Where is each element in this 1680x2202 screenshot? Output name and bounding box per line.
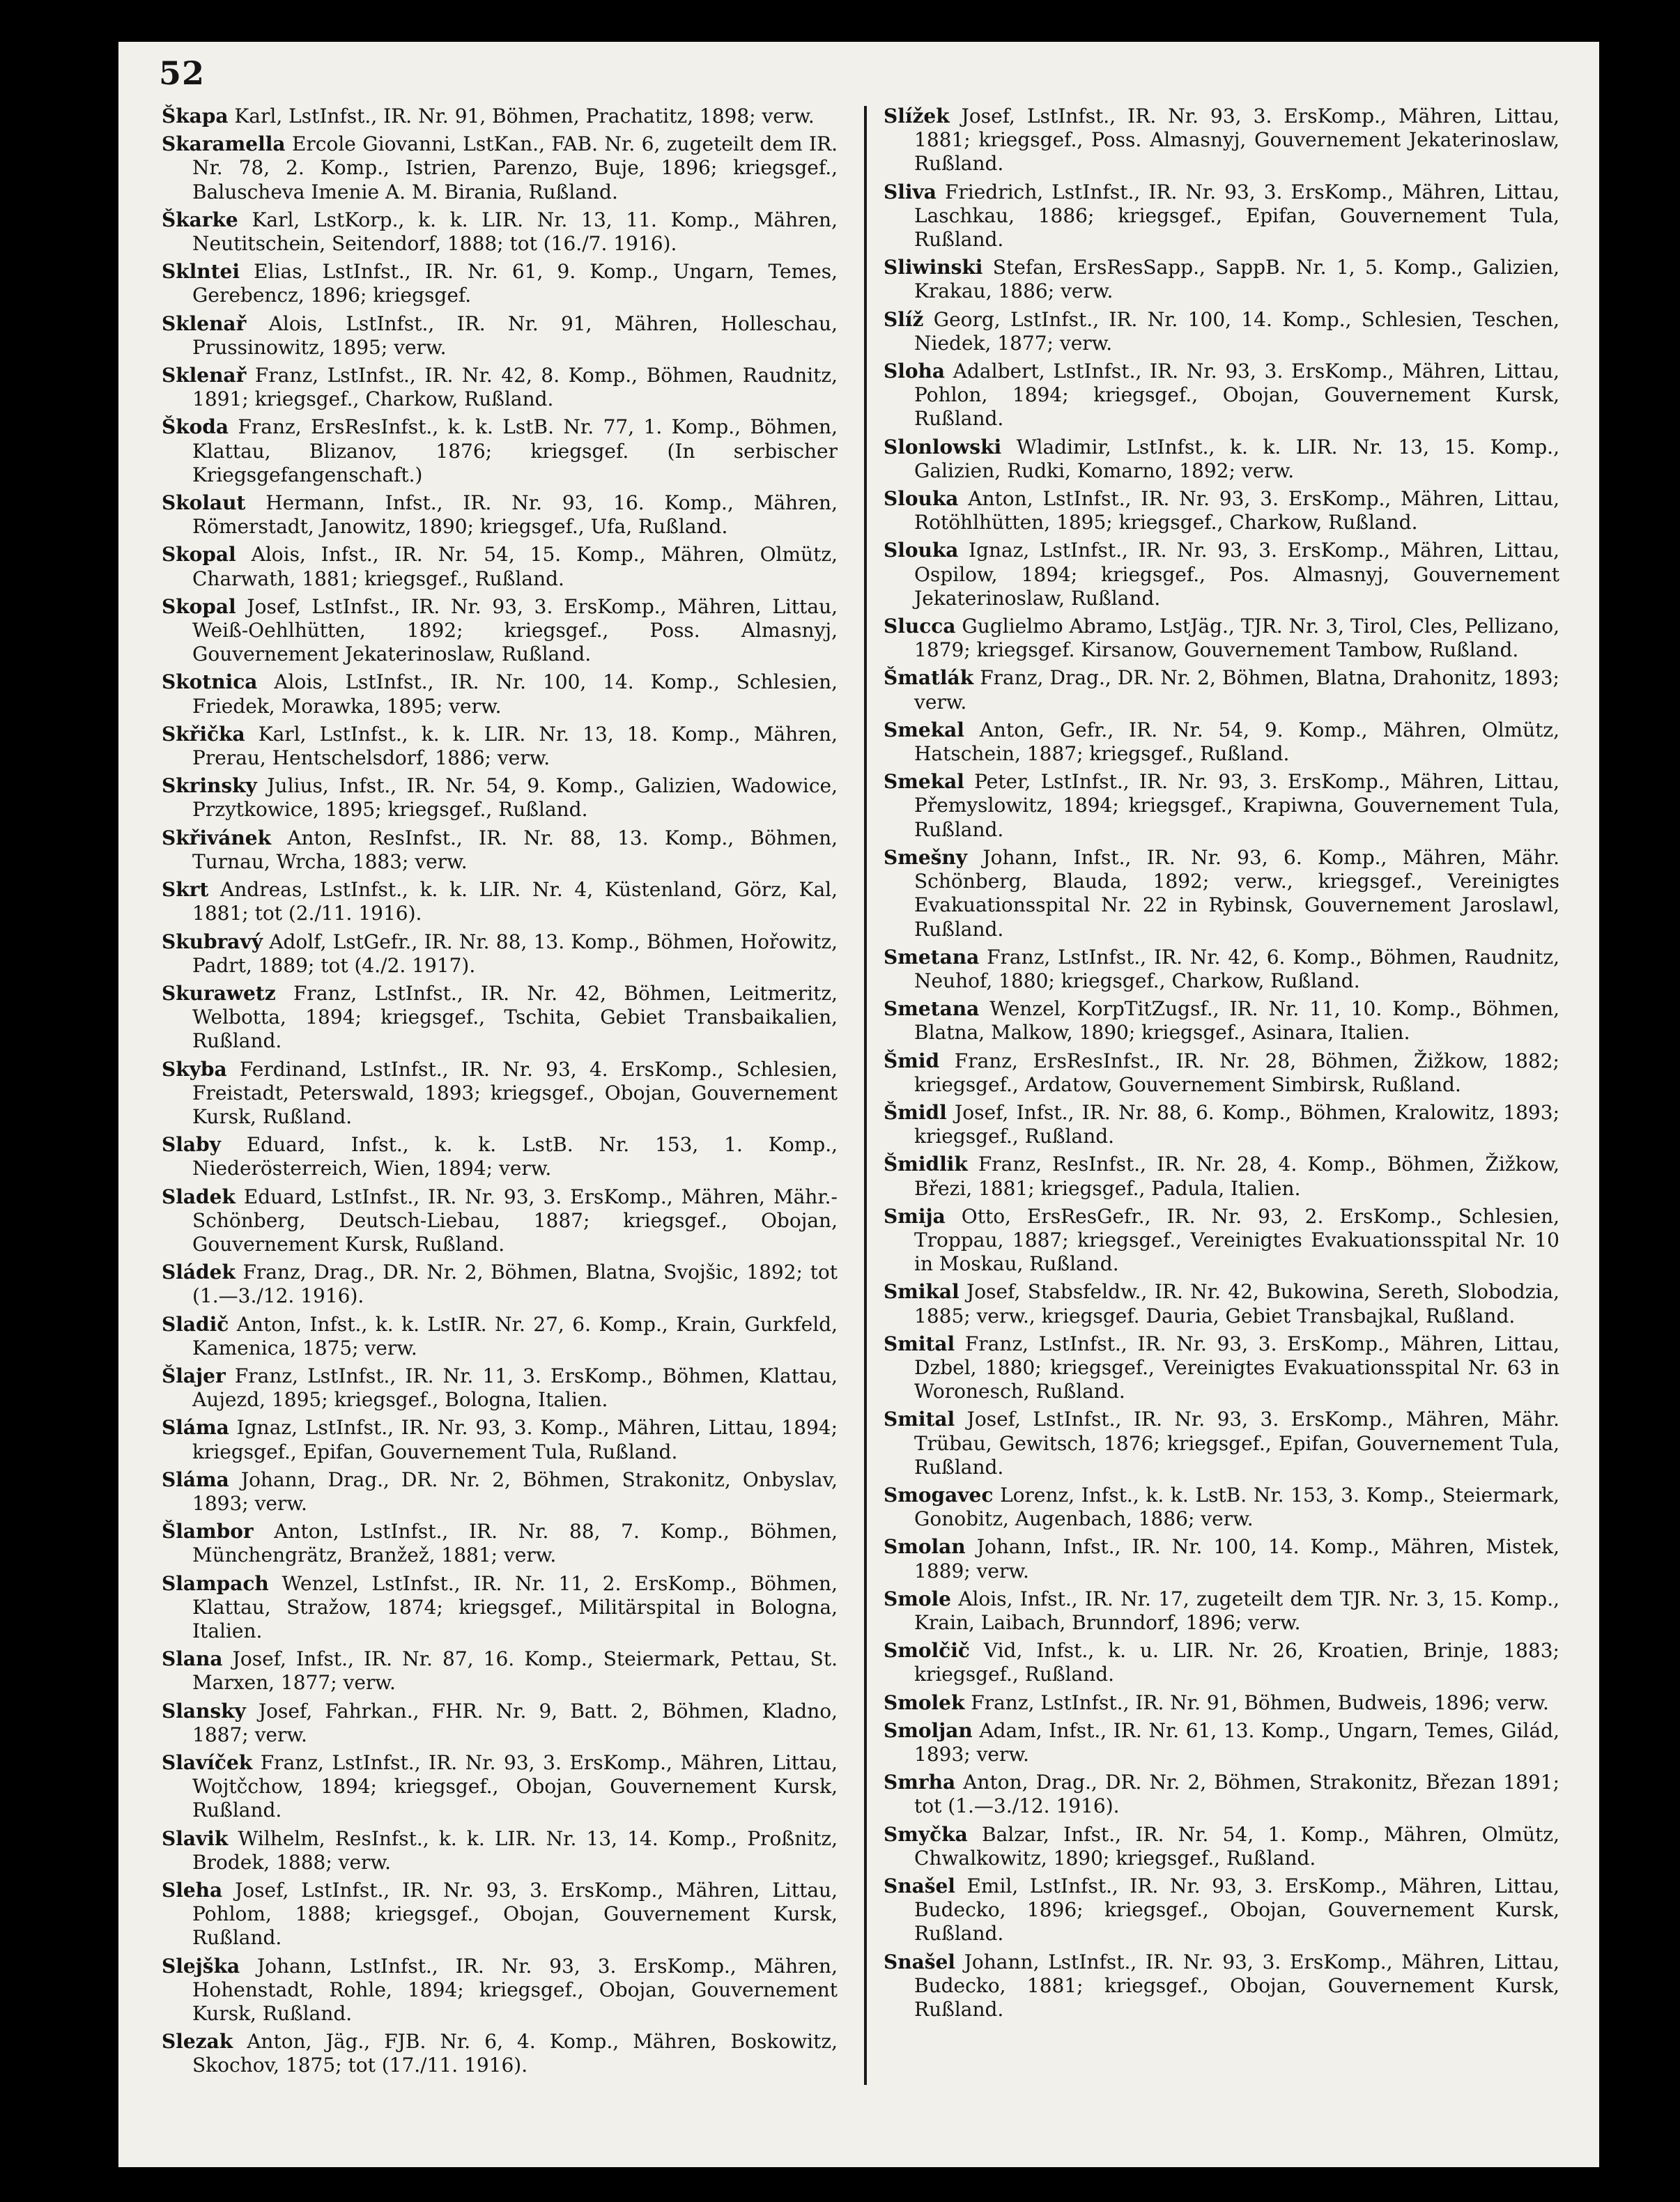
- entry-details: Anton, Drag., DR. Nr. 2, Böhmen, Strakonitz, Březan 1891; tot (1.—3./12. 1916).: [914, 1771, 1560, 1818]
- register-entry: [162, 1133, 838, 1180]
- entry-details: Balzar, Infst., IR. Nr. 54, 1. Komp., Mähren, Olmütz, Chwalkowitz, 1890; kriegsgef., Rußland.: [914, 1822, 1559, 1870]
- entry-details: Franz, ErsResInfst., k. k. LstB. Nr. 77, 1. Komp., Böhmen, Klattau, Blizanov, 1876; kriegsgef. (In serbischer Kriegsgefangenschaft.): [192, 415, 838, 486]
- entry-surname: Smole: [884, 1587, 951, 1610]
- entry-details: Ferdinand, LstInfst., IR. Nr. 93, 4. ErsKomp., Schlesien, Freistadt, Peterswald, 1893; kriegsgef., Obojan, Gouvernement Kursk, Rußland.: [192, 1057, 838, 1128]
- entry-surname: Skurawetz: [162, 981, 276, 1005]
- register-entry: [884, 1049, 1559, 1097]
- right-column: [884, 105, 1559, 2026]
- register-entry: [884, 1408, 1559, 1479]
- entry-surname: Smogavec: [884, 1483, 994, 1507]
- entry-details: Franz, Drag., DR. Nr. 2, Böhmen, Blatna, Svojšic, 1892; tot (1.—3./12. 1916).: [192, 1261, 838, 1308]
- entry-details: Franz, LstInfst., IR. Nr. 93, 3. ErsKomp., Mähren, Littau, Wojtčchow, 1894; kriegsgef., Obojan, Gouvernement Kursk, Rußland.: [192, 1751, 838, 1822]
- entry-surname: Skrinsky: [162, 774, 257, 798]
- entry-surname: Smolek: [884, 1691, 965, 1714]
- entry-details: Friedrich, LstInfst., IR. Nr. 93, 3. ErsKomp., Mähren, Littau, Laschkau, 1886; kriegsgef., Epifan, Gouvernement Tula, Rußland.: [914, 180, 1560, 252]
- register-entry: [884, 1332, 1559, 1404]
- entry-details: Franz, LstInfst., IR. Nr. 42, 6. Komp., Böhmen, Raudnitz, Neuhof, 1880; kriegsgef., Charkow, Rußland.: [914, 945, 1559, 992]
- entry-details: Wilhelm, ResInfst., k. k. LIR. Nr. 13, 14. Komp., Proßnitz, Brodek, 1888; verw.: [192, 1826, 838, 1874]
- register-entry: [884, 1823, 1559, 1870]
- entry-surname: Škarke: [162, 208, 238, 231]
- register-entry: [162, 1827, 838, 1874]
- register-entry: [162, 1313, 838, 1360]
- register-entry: [884, 997, 1559, 1045]
- entry-surname: Smolan: [884, 1535, 966, 1559]
- entry-surname: Škapa: [162, 105, 229, 128]
- entry-surname: Škoda: [162, 415, 229, 439]
- entry-details: Franz, LstInfst., IR. Nr. 42, Böhmen, Leitmeritz, Welbotta, 1894; kriegsgef., Tschita, Gebiet Transbaikalien, Rußland.: [192, 981, 838, 1053]
- entry-details: Josef, LstInfst., IR. Nr. 93, 3. ErsKomp., Mähren, Littau, Pohlom, 1888; kriegsgef., Obojan, Gouvernement Kursk, Rußland.: [192, 1879, 838, 1950]
- entry-surname: Slejška: [162, 1954, 240, 1978]
- entry-surname: Snašel: [884, 1950, 955, 1973]
- entry-details: Franz, LstInfst., IR. Nr. 42, 8. Komp., Böhmen, Raudnitz, 1891; kriegsgef., Charkow, Rußland.: [192, 364, 838, 411]
- entry-surname: Skopal: [162, 543, 236, 567]
- entry-surname: Smital: [884, 1332, 955, 1355]
- register-entry: [162, 1955, 838, 2026]
- entry-details: Josef, Fahrkan., FHR. Nr. 9, Batt. 2, Böhmen, Kladno, 1887; verw.: [192, 1699, 838, 1746]
- register-entry: [162, 930, 838, 978]
- register-entry: [884, 770, 1559, 842]
- entry-details: Guglielmo Abramo, LstJäg., TJR. Nr. 3, Tirol, Cles, Pellizano, 1879; kriegsgef. Kirsanow, Gouvernement Tambow, Rußland.: [914, 615, 1559, 662]
- entry-details: Otto, ErsResGefr., IR. Nr. 93, 2. ErsKomp., Schlesien, Troppau, 1887; kriegsgef., Vereinigtes Evakuationsspital Nr. 10 in Moskau, Rußland.: [914, 1204, 1559, 1276]
- entry-details: Franz, LstInfst., IR. Nr. 11, 3. ErsKomp., Böhmen, Klattau, Aujezd, 1895; kriegsgef., Bologna, Italien.: [192, 1364, 838, 1412]
- register-entry: [884, 1719, 1559, 1766]
- column-divider: [864, 106, 867, 2085]
- register-entry: [884, 1205, 1559, 1277]
- entry-surname: Slíž: [884, 307, 924, 331]
- entry-details: Ignaz, LstInfst., IR. Nr. 93, 3. Komp., Mähren, Littau, 1894; kriegsgef., Epifan, Gouvernement Tula, Rußland.: [192, 1416, 838, 1463]
- entry-surname: Sklntei: [162, 260, 240, 284]
- entry-details: Eduard, LstInfst., IR. Nr. 93, 3. ErsKomp., Mähren, Mähr.-Schönberg, Deutsch-Liebau, 1887; kriegsgef., Obojan, Gouvernement Kursk, Rußland.: [192, 1185, 838, 1256]
- entry-surname: Sliva: [884, 180, 937, 203]
- register-entry: [884, 718, 1559, 766]
- entry-details: Alois, Infst., IR. Nr. 54, 15. Komp., Mähren, Olmütz, Charwath, 1881; kriegsgef., Rußland.: [192, 543, 838, 590]
- entry-surname: Slouka: [884, 487, 959, 511]
- entry-surname: Šmidlik: [884, 1153, 968, 1176]
- register-entry: [162, 1185, 838, 1257]
- register-entry: [162, 670, 838, 718]
- entry-surname: Smetana: [884, 997, 980, 1021]
- entry-details: Julius, Infst., IR. Nr. 54, 9. Komp., Galizien, Wadowice, Przytkowice, 1895; kriegsgef., Rußland.: [192, 774, 838, 822]
- entry-details: Karl, LstInfst., k. k. LIR. Nr. 13, 18. Komp., Mähren, Prerau, Hentschelsdorf, 1886; verw.: [192, 722, 838, 770]
- entry-surname: Slavíček: [162, 1751, 253, 1774]
- entry-details: Johann, Infst., IR. Nr. 100, 14. Komp., Mähren, Mistek, 1889; verw.: [914, 1535, 1560, 1583]
- entry-surname: Šmid: [884, 1049, 940, 1072]
- entry-details: Anton, LstInfst., IR. Nr. 93, 3. ErsKomp., Mähren, Littau, Rotöhlhütten, 1895; kriegsgef., Charkow, Rußland.: [914, 487, 1559, 534]
- entry-details: Wenzel, LstInfst., IR. Nr. 11, 2. ErsKomp., Böhmen, Klattau, Stražow, 1874; kriegsgef., Militärspital in Bologna, Italien.: [192, 1571, 838, 1642]
- entry-details: Josef, LstInfst., IR. Nr. 93, 3. ErsKomp., Mähren, Mähr. Trübau, Gewitsch, 1876; kriegsgef., Epifan, Gouvernement Tula, Rußland.: [914, 1408, 1559, 1479]
- entry-surname: Skyba: [162, 1057, 227, 1081]
- register-entry: [162, 1520, 838, 1567]
- register-entry: [884, 180, 1559, 252]
- entry-surname: Sládek: [162, 1261, 236, 1284]
- entry-surname: Skřivánek: [162, 826, 271, 849]
- register-entry: [884, 615, 1559, 662]
- entry-surname: Šmatlák: [884, 666, 974, 690]
- entry-surname: Smrha: [884, 1771, 956, 1794]
- entry-details: Karl, LstInfst., IR. Nr. 91, Böhmen, Prachatitz, 1898; verw.: [234, 105, 815, 128]
- entry-surname: Slezak: [162, 2030, 233, 2054]
- entry-details: Adalbert, LstInfst., IR. Nr. 93, 3. ErsKomp., Mähren, Littau, Pohlon, 1894; kriegsgef., Obojan, Gouvernement Kursk, Rußland.: [914, 360, 1559, 431]
- register-entry: [162, 132, 838, 204]
- entry-surname: Slaby: [162, 1133, 221, 1157]
- entry-details: Josef, LstInfst., IR. Nr. 93, 3. ErsKomp., Mähren, Littau, Weiß-Oehlhütten, 1892; kriegsgef., Poss. Almasnyj, Gouvernement Jekaterinoslaw, Rußland.: [192, 594, 838, 666]
- entry-surname: Smikal: [884, 1280, 960, 1304]
- register-entry: [884, 946, 1559, 993]
- register-entry: [884, 1771, 1559, 1818]
- register-entry: [162, 774, 838, 822]
- register-entry: [162, 878, 838, 925]
- register-entry: [884, 1535, 1559, 1583]
- entry-surname: Sliwinski: [884, 256, 983, 279]
- document-sheet: [118, 42, 1599, 2167]
- entry-surname: Slonlowski: [884, 435, 1002, 459]
- register-entry: [162, 723, 838, 770]
- entry-details: Alois, LstInfst., IR. Nr. 100, 14. Komp., Schlesien, Friedek, Morawka, 1895; verw.: [192, 670, 838, 718]
- entry-surname: Slouka: [884, 539, 959, 562]
- entry-details: Anton, Infst., k. k. LstIR. Nr. 27, 6. Komp., Krain, Gurkfeld, Kamenica, 1875; verw.: [192, 1312, 838, 1360]
- entry-surname: Slansky: [162, 1699, 246, 1723]
- entry-details: Anton, LstInfst., IR. Nr. 88, 7. Komp., Böhmen, Münchengrätz, Branžež, 1881; verw.: [192, 1520, 838, 1567]
- entry-surname: Sladič: [162, 1312, 229, 1336]
- entry-details: Georg, LstInfst., IR. Nr. 100, 14. Komp., Schlesien, Teschen, Niedek, 1877; verw.: [914, 307, 1559, 355]
- entry-surname: Skrt: [162, 878, 209, 902]
- entry-surname: Sladek: [162, 1185, 236, 1208]
- entry-details: Josef, Infst., IR. Nr. 88, 6. Komp., Böhmen, Kralowitz, 1893; kriegsgef., Rußland.: [914, 1100, 1559, 1148]
- entry-details: Josef, Infst., IR. Nr. 87, 16. Komp., Steiermark, Pettau, St. Marxen, 1877; verw.: [192, 1647, 838, 1695]
- entry-details: Eduard, Infst., k. k. LstB. Nr. 153, 1. Komp., Niederösterreich, Wien, 1894; verw.: [192, 1133, 838, 1180]
- register-entry: [162, 364, 838, 411]
- entry-details: Johann, LstInfst., IR. Nr. 93, 3. ErsKomp., Mähren, Littau, Budecko, 1881; kriegsgef., Obojan, Gouvernement Kursk, Rußland.: [914, 1950, 1559, 2022]
- register-entry: [884, 539, 1559, 610]
- entry-surname: Smija: [884, 1204, 946, 1228]
- entry-surname: Skubravý: [162, 930, 263, 953]
- left-column: [162, 105, 838, 2082]
- entry-surname: Slavik: [162, 1826, 229, 1850]
- register-entry: [162, 1058, 838, 1130]
- entry-surname: Sklenař: [162, 311, 247, 335]
- register-entry: [884, 1691, 1559, 1715]
- register-entry: [884, 1153, 1559, 1200]
- entry-surname: Smital: [884, 1408, 955, 1431]
- register-entry: [884, 666, 1559, 714]
- register-entry: [884, 256, 1559, 303]
- register-entry: [162, 491, 838, 539]
- entry-details: Hermann, Infst., IR. Nr. 93, 16. Komp., Mähren, Römerstadt, Janowitz, 1890; kriegsgef., Ufa, Rußland.: [192, 491, 838, 539]
- entry-surname: Šlambor: [162, 1520, 254, 1543]
- entry-surname: Skotnica: [162, 670, 258, 694]
- entry-details: Alois, LstInfst., IR. Nr. 91, Mähren, Holleschau, Prussinowitz, 1895; verw.: [192, 311, 838, 359]
- entry-surname: Šlajer: [162, 1364, 226, 1387]
- entry-details: Wenzel, KorpTitZugsf., IR. Nr. 11, 10. Komp., Böhmen, Blatna, Malkow, 1890; kriegsgef., Asinara, Italien.: [914, 997, 1560, 1045]
- register-entry: [884, 360, 1559, 431]
- register-entry: [162, 1468, 838, 1516]
- entry-details: Johann, Infst., IR. Nr. 93, 6. Komp., Mähren, Mähr. Schönberg, Blauda, 1892; verw., kriegsgef., Vereinigtes Evakuationsspital Nr. 22 in Rybinsk, Gouvernement Jaroslawl, Rußland.: [914, 845, 1559, 941]
- entry-surname: Slampach: [162, 1571, 269, 1595]
- entry-details: Vid, Infst., k. u. LIR. Nr. 26, Kroatien, Brinje, 1883; kriegsgef., Rußland.: [914, 1639, 1559, 1686]
- register-entry: [162, 312, 838, 360]
- entry-details: Anton, ResInfst., IR. Nr. 88, 13. Komp., Böhmen, Turnau, Wrcha, 1883; verw.: [192, 826, 838, 873]
- entry-surname: Skolaut: [162, 491, 246, 515]
- register-entry: [884, 1874, 1559, 1946]
- register-entry: [162, 982, 838, 1054]
- entry-details: Alois, Infst., IR. Nr. 17, zugeteilt dem TJR. Nr. 3, 15. Komp., Krain, Laibach, Brunndorf, 1896; verw.: [914, 1587, 1559, 1634]
- entry-details: Josef, LstInfst., IR. Nr. 93, 3. ErsKomp., Mähren, Littau, 1881; kriegsgef., Poss. Almasnyj, Gouvernement Jekaterinoslaw, Rußland.: [914, 105, 1559, 176]
- entry-details: Ignaz, LstInfst., IR. Nr. 93, 3. ErsKomp., Mähren, Littau, Ospilow, 1894; kriegsgef., Pos. Almasnyj, Gouvernement Jekaterinoslaw, Rußland.: [914, 539, 1559, 610]
- entry-surname: Smekal: [884, 718, 964, 741]
- entry-surname: Sláma: [162, 1416, 229, 1440]
- register-entry: [162, 1647, 838, 1695]
- entry-surname: Smyčka: [884, 1822, 968, 1846]
- register-entry: [162, 1572, 838, 1644]
- entry-details: Lorenz, Infst., k. k. LstB. Nr. 153, 3. Komp., Steiermark, Gonobitz, Augenbach, 1886; verw.: [914, 1483, 1560, 1531]
- register-entry: [162, 260, 838, 307]
- entry-details: Anton, Gefr., IR. Nr. 54, 9. Komp., Mähren, Olmütz, Hatschein, 1887; kriegsgef., Rußland.: [914, 718, 1560, 766]
- entry-surname: Šmidl: [884, 1100, 947, 1124]
- entry-surname: Skřička: [162, 722, 245, 746]
- entry-surname: Skaramella: [162, 132, 286, 156]
- entry-surname: Sleha: [162, 1879, 223, 1902]
- page-number: 52: [159, 54, 206, 92]
- entry-surname: Sklenař: [162, 364, 247, 387]
- entry-details: Adam, Infst., IR. Nr. 61, 13. Komp., Ungarn, Temes, Gilád, 1893; verw.: [914, 1718, 1559, 1766]
- register-entry: [884, 1639, 1559, 1686]
- register-entry: [884, 436, 1559, 483]
- entry-details: Stefan, ErsResSapp., SappB. Nr. 1, 5. Komp., Galizien, Krakau, 1886; verw.: [914, 256, 1559, 303]
- entry-surname: Slížek: [884, 105, 950, 128]
- entry-surname: Snašel: [884, 1874, 955, 1898]
- entry-details: Wladimir, LstInfst., k. k. LIR. Nr. 13, 15. Komp., Galizien, Rudki, Komarno, 1892; verw.: [914, 435, 1559, 482]
- entry-details: Adolf, LstGefr., IR. Nr. 88, 13. Komp., Böhmen, Hořowitz, Padrt, 1889; tot (4./2. 1917).: [192, 930, 838, 977]
- entry-details: Franz, Drag., DR. Nr. 2, Böhmen, Blatna, Drahonitz, 1893; verw.: [914, 666, 1559, 714]
- entry-surname: Sláma: [162, 1468, 229, 1491]
- register-entry: [162, 1879, 838, 1950]
- register-entry: [884, 487, 1559, 534]
- register-entry: [884, 1484, 1559, 1531]
- entry-surname: Smekal: [884, 770, 964, 794]
- register-entry: [162, 595, 838, 667]
- entry-details: Emil, LstInfst., IR. Nr. 93, 3. ErsKomp., Mähren, Littau, Budecko, 1896; kriegsgef., Obojan, Gouvernement Kursk, Rußland.: [914, 1874, 1559, 1946]
- entry-surname: Sloha: [884, 360, 946, 383]
- register-entry: [884, 1101, 1559, 1148]
- entry-surname: Smetana: [884, 945, 980, 969]
- entry-surname: Slana: [162, 1647, 223, 1671]
- entry-details: Franz, ResInfst., IR. Nr. 28, 4. Komp., Böhmen, Žižkow, Březi, 1881; kriegsgef., Padula, Italien.: [914, 1153, 1559, 1200]
- entry-surname: Smolčič: [884, 1639, 970, 1663]
- entry-details: Karl, LstKorp., k. k. LIR. Nr. 13, 11. Komp., Mähren, Neutitschein, Seitendorf, 1888; tot (16./7. 1916).: [192, 208, 838, 256]
- entry-surname: Smoljan: [884, 1718, 973, 1742]
- register-entry: [162, 208, 838, 256]
- entry-details: Ercole Giovanni, LstKan., FAB. Nr. 6, zugeteilt dem IR. Nr. 78, 2. Komp., Istrien, Parenzo, Buje, 1896; kriegsgef., Baluscheva Imenie A. M. Birania, Rußland.: [192, 132, 838, 203]
- register-entry: [884, 846, 1559, 941]
- entry-details: Franz, LstInfst., IR. Nr. 93, 3. ErsKomp., Mähren, Littau, Dzbel, 1880; kriegsgef., Vereinigtes Evakuationsspital Nr. 63 in Woronesch, Rußland.: [914, 1332, 1559, 1403]
- entry-surname: Skopal: [162, 594, 236, 618]
- entry-details: Johann, LstInfst., IR. Nr. 93, 3. ErsKomp., Mähren, Hohenstadt, Rohle, 1894; kriegsgef., Obojan, Gouvernement Kursk, Rußland.: [192, 1954, 838, 2026]
- register-entry: [162, 1751, 838, 1823]
- entry-surname: Smešny: [884, 845, 968, 869]
- register-entry: [162, 105, 838, 128]
- entry-details: Andreas, LstInfst., k. k. LIR. Nr. 4, Küstenland, Görz, Kal, 1881; tot (2./11. 1916).: [192, 878, 838, 925]
- entry-details: Peter, LstInfst., IR. Nr. 93, 3. ErsKomp., Mähren, Littau, Přemyslowitz, 1894; kriegsgef., Krapiwna, Gouvernement Tula, Rußland.: [914, 770, 1560, 841]
- entry-details: Josef, Stabsfeldw., IR. Nr. 42, Bukowina, Sereth, Slobodzia, 1885; verw., kriegsgef. Dauria, Gebiet Transbajkal, Rußland.: [914, 1280, 1559, 1327]
- register-entry: [162, 1700, 838, 1747]
- entry-surname: Slucca: [884, 615, 956, 638]
- register-entry: [884, 105, 1559, 176]
- entry-details: Johann, Drag., DR. Nr. 2, Böhmen, Strakonitz, Onbyslav, 1893; verw.: [192, 1468, 838, 1515]
- register-entry: [162, 826, 838, 874]
- register-entry: [162, 2030, 838, 2077]
- entry-details: Elias, LstInfst., IR. Nr. 61, 9. Komp., Ungarn, Temes, Gerebencz, 1896; kriegsgef.: [192, 260, 838, 307]
- entry-details: Franz, LstInfst., IR. Nr. 91, Böhmen, Budweis, 1896; verw.: [971, 1691, 1549, 1714]
- register-entry: [162, 1364, 838, 1412]
- register-entry: [162, 543, 838, 590]
- entry-details: Franz, ErsResInfst., IR. Nr. 28, Böhmen, Žižkow, 1882; kriegsgef., Ardatow, Gouvernement Simbirsk, Rußland.: [914, 1049, 1559, 1096]
- entry-details: Anton, Jäg., FJB. Nr. 6, 4. Komp., Mähren, Boskowitz, Skochov, 1875; tot (17./11. 1916).: [192, 2030, 838, 2077]
- register-entry: [884, 1587, 1559, 1635]
- register-entry: [884, 1280, 1559, 1327]
- register-entry: [162, 1261, 838, 1308]
- register-entry: [162, 415, 838, 487]
- register-entry: [884, 308, 1559, 355]
- register-entry: [162, 1416, 838, 1463]
- register-entry: [884, 1950, 1559, 2022]
